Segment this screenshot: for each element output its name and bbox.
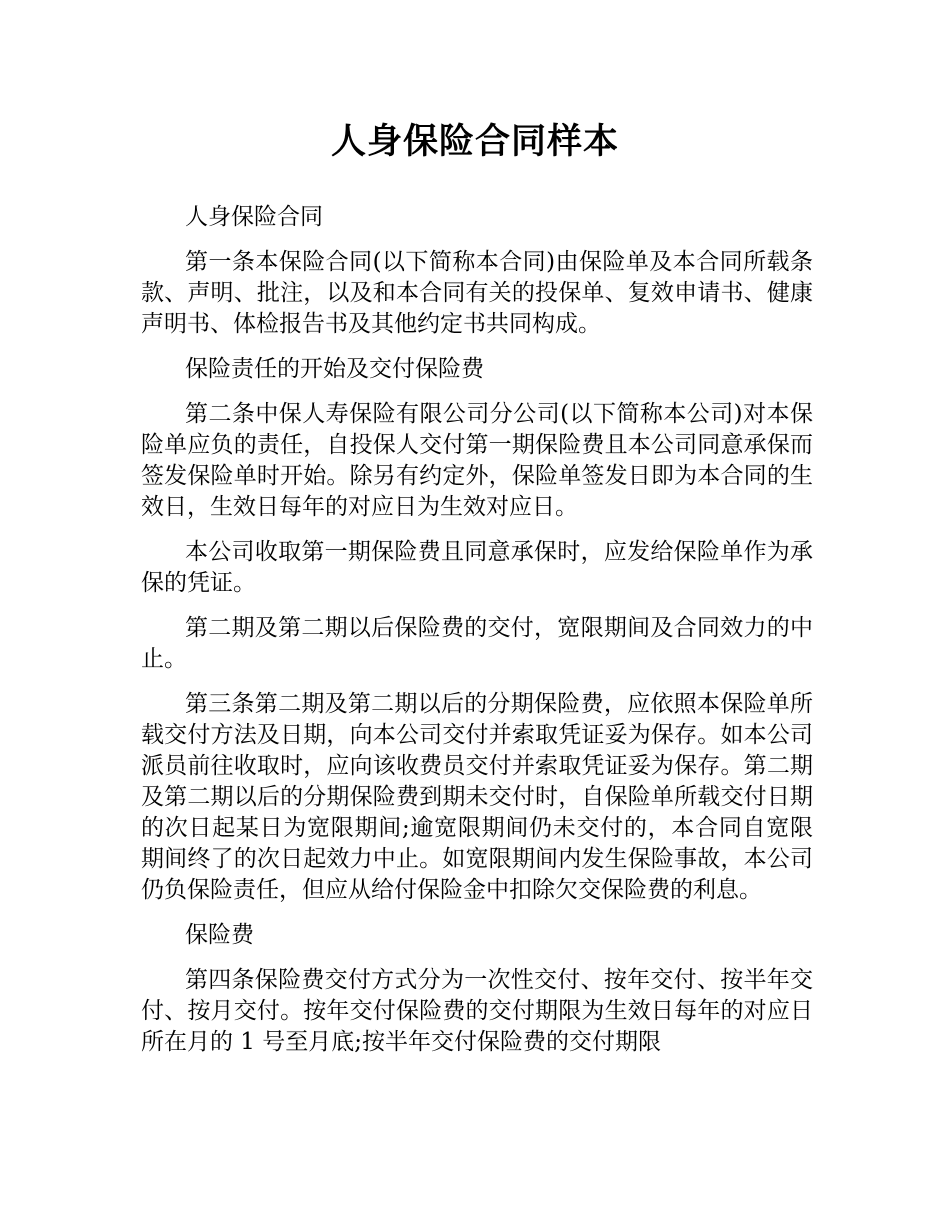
article-4-paragraph: 第四条保险费交付方式分为一次性交付、按年交付、按半年交付、按月交付。按年交付保险费的交付期限为生效日每年的对应日所在月的 1 号至月底;按半年交付保险费的交付期限 bbox=[141, 967, 813, 1055]
document-title: 人身保险合同样本 bbox=[330, 122, 619, 162]
article-3-paragraph: 第三条第二期及第二期以后的分期保险费，应依照本保险单所载交付方法及日期，向本公司交付并索取凭证妥为保存。如本公司派员前往收取时，应向该收费员交付并索取凭证妥为保存。第二期及第二期以后的分期保险费到期未交付时，自保险单所载交付日期的次日起某日为宽限期间;逾宽限期间仍未交付的，本合同自宽限期间终了的次日起效力中止。如宽限期间内发生保险事故，本公司仍负保险责任，但应从给付保险金中扣除欠交保险费的利息。 bbox=[141, 691, 813, 903]
section-heading-grace-period: 第二期及第二期以后保险费的交付，宽限期间及合同效力的中止。 bbox=[141, 615, 813, 672]
section-heading-premium: 保险费 bbox=[185, 922, 254, 948]
section-heading-liability-start: 保险责任的开始及交付保险费 bbox=[185, 356, 484, 382]
document-body bbox=[141, 202, 813, 1072]
article-2-paragraph: 第二条中保人寿保险有限公司分公司(以下简称本公司)对本保险单应负的责任，自投保人交付第一期保险费且本公司同意承保而签发保险单时开始。除另有约定外，保险单签发日即为本合同的生效日，生效日每年的对应日为生效对应日。 bbox=[141, 401, 813, 520]
policy-certificate-paragraph: 本公司收取第一期保险费且同意承保时，应发给保险单作为承保的凭证。 bbox=[141, 539, 813, 596]
section-heading-contract: 人身保险合同 bbox=[185, 204, 323, 230]
article-1-paragraph: 第一条本保险合同(以下简称本合同)由保险单及本合同所载条款、声明、批注，以及和本合同有关的投保单、复效申请书、健康声明书、体检报告书及其他约定书共同构成。 bbox=[141, 249, 813, 337]
